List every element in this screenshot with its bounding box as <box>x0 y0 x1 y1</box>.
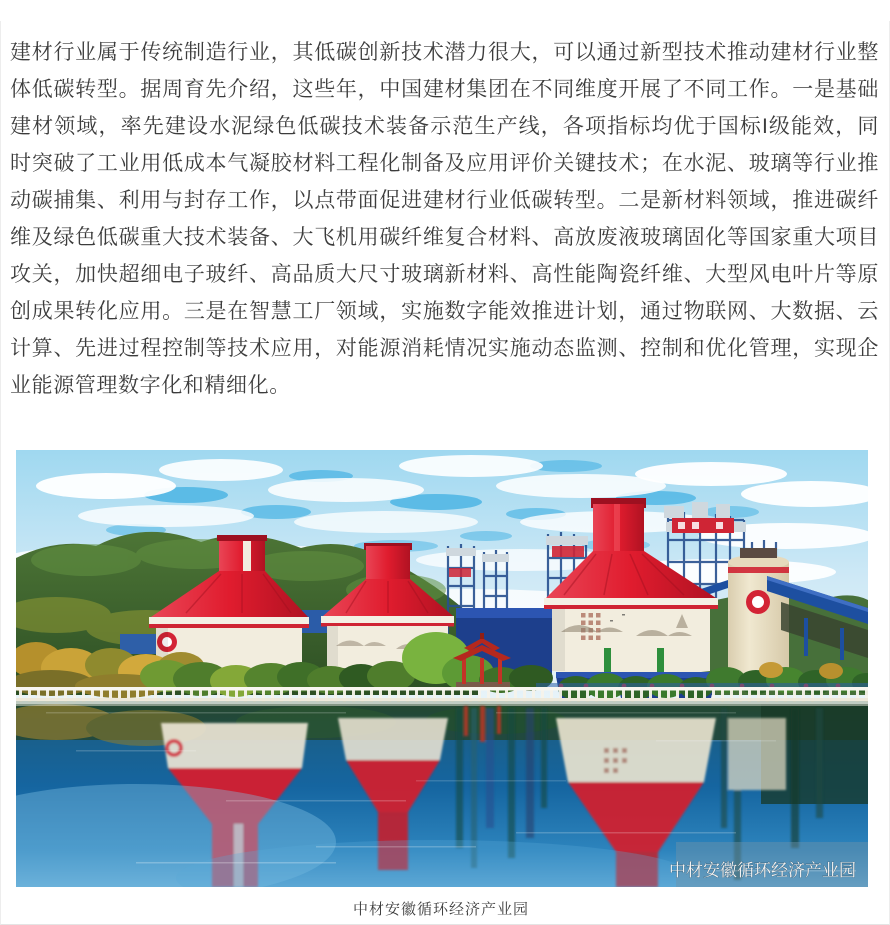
left-blue-building <box>120 634 160 654</box>
photo-caption: 中材安徽循环经济产业园 <box>352 901 529 918</box>
article-paragraph: 建材行业属于传统制造行业，其低碳创新技术潜力很大，可以通过新型技术推动建材行业整体低碳转型。据周育先介绍，这些年，中国建材集团在不同维度开展了不同工作。一是基础建材领域，率先建设水泥绿色低碳技术装备示范生产线，各项指标均优于国标I级能效，同时突破了工业用低成本气凝胶材料工程化制备及应用评价关键技术；在水泥、玻璃等行业推动碳捕集、利用与封存工作，以点带面促进建材行业低碳转型。二是新材料领域，推进碳纤维及绿色低碳重大技术装备、大飞机用碳纤维复合材料、高放废液玻璃固化等国家重大项目攻关，加快超细电子玻纤、高品质大尺寸玻璃新材料、高性能陶瓷纤维、大型风电叶片等原创成果转化应用。三是在智慧工厂领域，实施数字能效推进计划，通过物联网、大数据、云计算、先进过程控制等技术应用，对能源消耗情况实施动态监测、控制和优化管理，实现企业能源管理数字化和精细化。 <box>10 41 879 397</box>
cement-silo <box>728 548 789 684</box>
photo-watermark: 中材安徽循环经济产业园 <box>669 861 856 880</box>
water <box>16 704 868 887</box>
article-page <box>1 21 889 919</box>
industrial-park-photo <box>16 450 868 887</box>
article-figure <box>16 450 866 919</box>
